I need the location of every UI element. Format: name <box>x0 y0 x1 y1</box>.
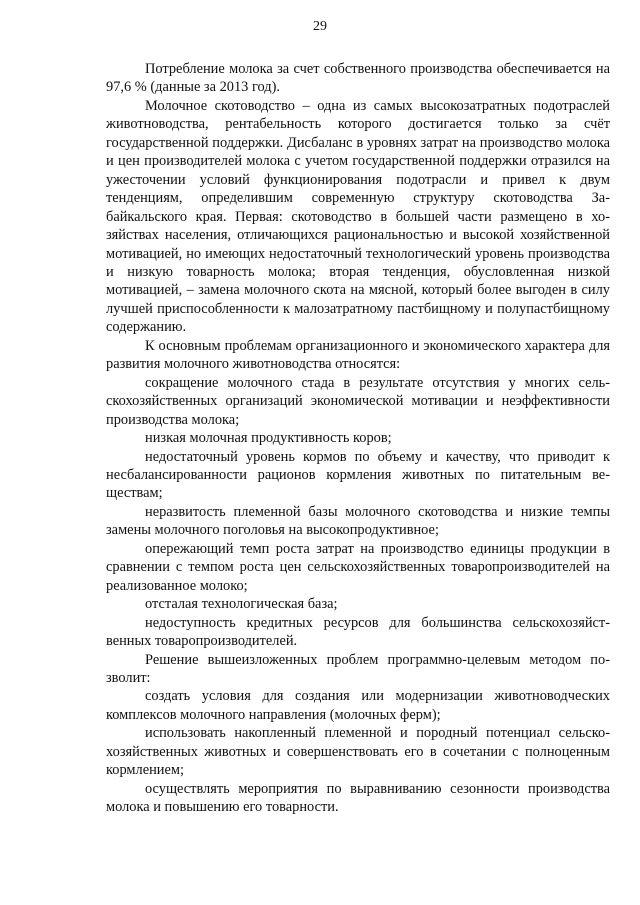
problem-item-outdated-technology: отсталая технологическая база; <box>145 596 338 613</box>
problem-item-credit-access: недоступность кредитных ресурсов для большинства сельскохозяйственных товаропроизводителей. <box>106 614 610 650</box>
body-text <box>106 60 610 817</box>
problem-item-herd-reduction: сокращение молочного стада в результате отсутствия у многих сельскохозяйственных организаций экономической мотивации и неэффективности производства молока; <box>106 374 610 428</box>
problem-item-low-productivity: низкая молочная продуктивность коров; <box>145 430 392 447</box>
solution-item-create-conditions: создать условия для создания или модернизации животноводческих комплексов молочного направления (молочных ферм); <box>106 688 610 723</box>
paragraph-main-problems-intro: К основным проблемам организационного и экономического характера для развития молочного животноводства относятся: <box>106 337 610 373</box>
page-number: 29 <box>313 19 327 34</box>
solution-item-seasonality: осуществлять мероприятия по выравниванию сезонности производства молока и повышению его товарности. <box>106 780 610 816</box>
problem-item-feed-shortage: недостаточный уровень кормов по объему и качеству, что приводит к несбалансированности рационов кормления животных по питательным веществам; <box>106 448 610 502</box>
paragraph-dairy-cattle-breeding: Молочное скотоводство – одна из самых высокозатратных подотраслей животноводства, рентабельность которого достигается только за счёт государственной поддержки. Дисбаланс в уровнях затрат на производство молока и цен производителей молока с учетом государственной поддержки отразился на ужесточении условий функционирования подотрасли и привел к двум тенденциям, определившим современную структуру скотоводства Забайкальского края. Первая: скотоводство в большей части размещено в хозяйствах населения, отличающихся рациональностью и высокой хозяйственной мотивацией, но имеющих недостаточный технологический уровень производства и низкую товарность молока; вторая тенденция, обусловленная низкой мотивацией, – замена молочного скота на мясной, который более выгоден в силу лучшей приспособленности к малозатратному пастбищному и полупастбищному содержанию. <box>106 97 610 336</box>
solution-item-use-breeding-potential: использовать накопленный племенной и породный потенциал сельскохозяйственных животных и совершенствовать его в сочетании с полноценным кормлением; <box>106 725 610 779</box>
problem-item-breeding-base: неразвитость племенной базы молочного скотоводства и низкие темпы замены молочного поголовья на высокопродуктивное; <box>106 503 610 539</box>
paragraph-solution-intro: Решение вышеизложенных проблем программно-целевым методом позволит: <box>106 651 610 686</box>
problem-item-cost-growth: опережающий темп роста затрат на производство единицы продукции в сравнении с темпом роста цен сельскохозяйственных товаропроизводителей на реализованное молоко; <box>106 540 610 594</box>
paragraph-milk-consumption: Потребление молока за счет собственного производства обеспечивается на 97,6 % (данные за 2013 год). <box>106 61 610 96</box>
